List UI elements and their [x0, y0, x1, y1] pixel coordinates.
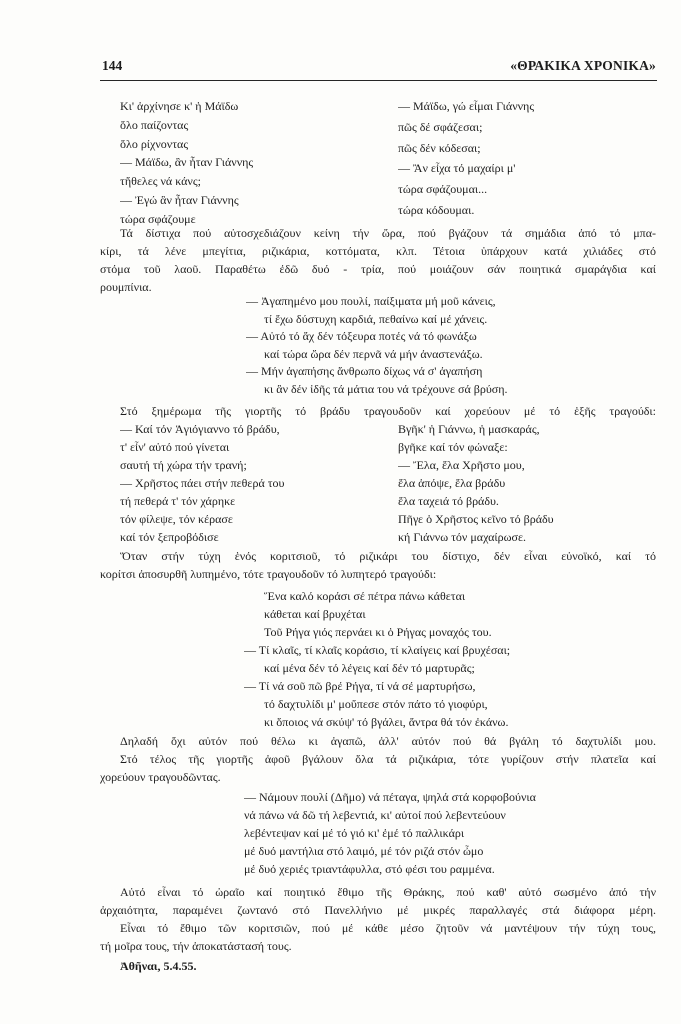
poem-line: κή Γιάννω τόν μαχαίρωσε. [398, 530, 527, 544]
poem-line: Κι' ἀρχίνησε κ' ἡ Μάϊδω [120, 99, 239, 113]
poem-line: μέ δυό μαντήλια στό λαιμό, μέ τόν ριζά στόν ὦμο [244, 844, 484, 858]
paragraph-closing [100, 883, 656, 955]
poem-line: πῶς δέν κόδεσαι; [398, 140, 481, 155]
poem-line: τόν φίλεψε, τόν κέρασε [120, 512, 233, 526]
paragraph-line: ἀρχαιότητα, παραμένει ζωντανό στό Πανελλήνιο μέ μικρές παραλλαγές στά διάφορα μέρη. [100, 903, 656, 917]
paragraph-line: Εἶναι τό ἔθιμο τῶν κοριτσιῶν, πού μέ κάθε μέσο ζητοῦν νά μαντέψουν τήν τύχη τους, [120, 921, 656, 935]
poem-line: Τοῦ Ρήγα γιός περνάει κι ὁ Ρήγας μοναχός του. [264, 625, 492, 639]
paragraph-line: χορεύουν τραγουδῶντας. [100, 770, 221, 784]
poem-line: — Μήν ἀγαπήσης ἄνθρωπο δίχως νά σ' ἀγαπήση [246, 364, 483, 379]
poem-line: — Χρῆστος πάει στήν πεθερά του [120, 476, 285, 490]
poem-line: — Ἐγώ ἂν ἦταν Γιάννης [120, 192, 239, 207]
song-korasi [244, 587, 510, 731]
song-agiogiannos-left-column [120, 420, 285, 546]
paragraph-line: Δηλαδή ὄχι αὐτόν πού θέλω κι ἀγαπῶ, ἀλλ' αὐτόν πού θά βγάλη τό δαχτυλίδι μου. [120, 734, 656, 748]
poem-line: τί ἔχω δύστυχη καρδιά, πεθαίνω καί μέ χάνεις. [264, 311, 488, 326]
paragraph-line: Στό τέλος τῆς γιορτῆς ἀφοῦ βγάλουν ὅλα τά ριζικάρια, τότε γυρίζουν στήν πλατεῖα καί [120, 752, 656, 766]
song-namoun [244, 788, 536, 878]
poem-line: βγῆκε καί τόν φώναξε: [398, 440, 508, 454]
poem-line: κάθεται καί βρυχέται [264, 607, 366, 621]
song-agiogiannos-right-column [398, 420, 554, 546]
poem-line: κι ἂν δέν ἰδῆς τά μάτια του νά τρέχουνε σά βρύση. [264, 381, 508, 396]
poem-line: ἔλα ταχειά τό βράδυ. [398, 494, 499, 508]
poem-line: ὅλο παίζοντας [120, 117, 189, 132]
poem-line: νά πάνω νά δῶ τή λεβεντιά, κι' αὐτοί πού λεβεντεύουν [244, 808, 506, 822]
poem-line: τή πεθερά τ' τόν χάρηκε [120, 494, 236, 508]
paragraph-line: κορίτσι ἀποσυρθῆ λυπημένο, τότε τραγουδοῦν τό λυπητερό τραγούδι: [100, 567, 437, 581]
poem-line: — Ἂν εἶχα τό μαχαίρι μ' [398, 161, 516, 176]
poem-line: — Ἀγαπημένο μου πουλί, παίξιματα μή μοῦ κάνεις, [246, 294, 496, 308]
poem-line: πῶς δέ σφάζεσαι; [398, 119, 483, 134]
poem-maido-left-column [120, 97, 253, 229]
poem-line: — Τί νά σοῦ πῶ βρέ Ρήγα, τί νά σέ μαρτυρήσω, [244, 679, 476, 693]
poem-maido-right-column [398, 96, 534, 221]
poem-line: — Αὐτό τό ἄχ δέν τόξευρα ποτές νά τό φωνάξω [246, 329, 477, 344]
poem-line: καί τόν ξεπροβόδισε [120, 530, 219, 544]
paragraph-unlucky [100, 547, 656, 583]
place-and-date: Ἀθῆναι, 5.4.55. [120, 959, 197, 973]
paragraph-line: Αὐτό εἶναι τό ὡραῖο καί ποιητικό ἔθιμο τῆς Θράκης, πού καθ' αὐτό σωσμένο ἀπό τήν [120, 885, 656, 899]
paragraph-line: τή μοῖρα τους, τήν ἀποκατάστασή τους. [100, 939, 292, 953]
paragraph-ending [100, 732, 656, 786]
poem-line: τώρα σφάζουμε [120, 211, 196, 226]
poem-line: τ' εἶν' αὐτό πού γίνεται [120, 440, 230, 454]
poem-line: Βγῆκ' ἡ Γιάννω, ἡ μασκαράς, [398, 422, 540, 436]
journal-title: «ΘΡΑΚΙΚΑ ΧΡΟΝΙΚΑ» [510, 58, 656, 73]
poem-line: μέ δυό χεριές τριαντάφυλλα, στό φέσι του ραμμένα. [244, 862, 495, 876]
poem-line: καί τώρα ὥρα δέν περνᾶ νά μήν ἀναστενάξω. [264, 346, 483, 361]
poem-line: — Ἔλα, ἔλα Χρῆστο μου, [398, 458, 525, 472]
poem-line: Πῆγε ὁ Χρῆστος κεῖνο τό βράδυ [398, 512, 554, 526]
poem-distichs [246, 293, 508, 399]
poem-line: τό δαχτυλίδι μ' μοὔπεσε στόν πάτο τό γιοφύρι, [264, 697, 488, 711]
header-rule [100, 80, 657, 81]
paragraph-line: Τά δίστιχα πού αὐτοσχεδιάζουν κείνη τήν ὥρα, πού βγάζουν τά σημάδια ἀπό τό μπα- [120, 226, 656, 240]
paragraph-line: ρουμπίνια. [100, 280, 152, 294]
poem-line: σαυτή τή χώρα τήν τρανή; [120, 458, 247, 472]
poem-line: καί μένα δέν τό λέγεις καί δέν τό μαρτυρᾶς; [264, 661, 475, 675]
paragraph-line: Ὅταν στήν τύχη ἑνός κοριτσιοῦ, τό ριζικάρι του δίστιχο, δέν εἶναι εὐνοϊκό, καί τό [120, 549, 656, 563]
paragraph-line: κίρι, τά λένε μπεγίτια, ριζικάρια, κοττόματα, κλπ. Τέτοια ὑπάρχουν κατά χιλιάδες στό [100, 244, 656, 258]
poem-line: τώρα κόδουμαι. [398, 202, 475, 217]
poem-line: Ἕνα καλό κοράσι σέ πέτρα πάνω κάθεται [264, 589, 466, 603]
paragraph-line: στόμα τοῦ λαοῦ. Παραθέτω ἐδῶ δυό - τρία, πού μοιάζουν σάν ποιητικά σμαράγδια καί [100, 262, 656, 276]
poem-line: κι ὅποιος νά σκύψ' τό βγάλει, ἄντρα θά τόν ἐκάνω. [264, 715, 509, 729]
poem-line: — Καί τόν Ἁγιόγιαννο τό βράδυ, [120, 422, 280, 436]
poem-line: λεβέντεψαν καί μέ τό γιό κι' ἐμέ τό παλλικάρι [244, 826, 465, 840]
paragraph-dawn [100, 402, 656, 420]
poem-line: τώρα σφάζουμαι... [398, 182, 488, 197]
poem-line: — Νάμουν πουλί (Δῆμο) νά πέταγα, ψηλά στά κορφοβούνια [244, 790, 536, 804]
page-number: 144 [102, 58, 123, 73]
poem-line: ἔλα ἀπόψε, ἔλα βράδυ [398, 476, 506, 490]
paragraph-distichs [100, 224, 656, 296]
poem-line: — Μάϊδω, γώ εἶμαι Γιάννης [398, 99, 535, 113]
poem-line: τἤθελες νά κάνς; [120, 174, 201, 189]
poem-line: ὅλο ρίχνοντας [120, 136, 189, 151]
paragraph-line: Στό ξημέρωμα τῆς γιορτῆς τό βράδυ τραγουδοῦν καί χορεύουν μέ τό ἑξῆς τραγούδι: [120, 404, 656, 418]
poem-line: — Τί κλαῖς, τί κλαῖς κοράσιο, τί κλαίγεις καί βρυχέσαι; [244, 643, 511, 657]
poem-line: — Μάϊδω, ἂν ἦταν Γιάννης [120, 155, 254, 170]
